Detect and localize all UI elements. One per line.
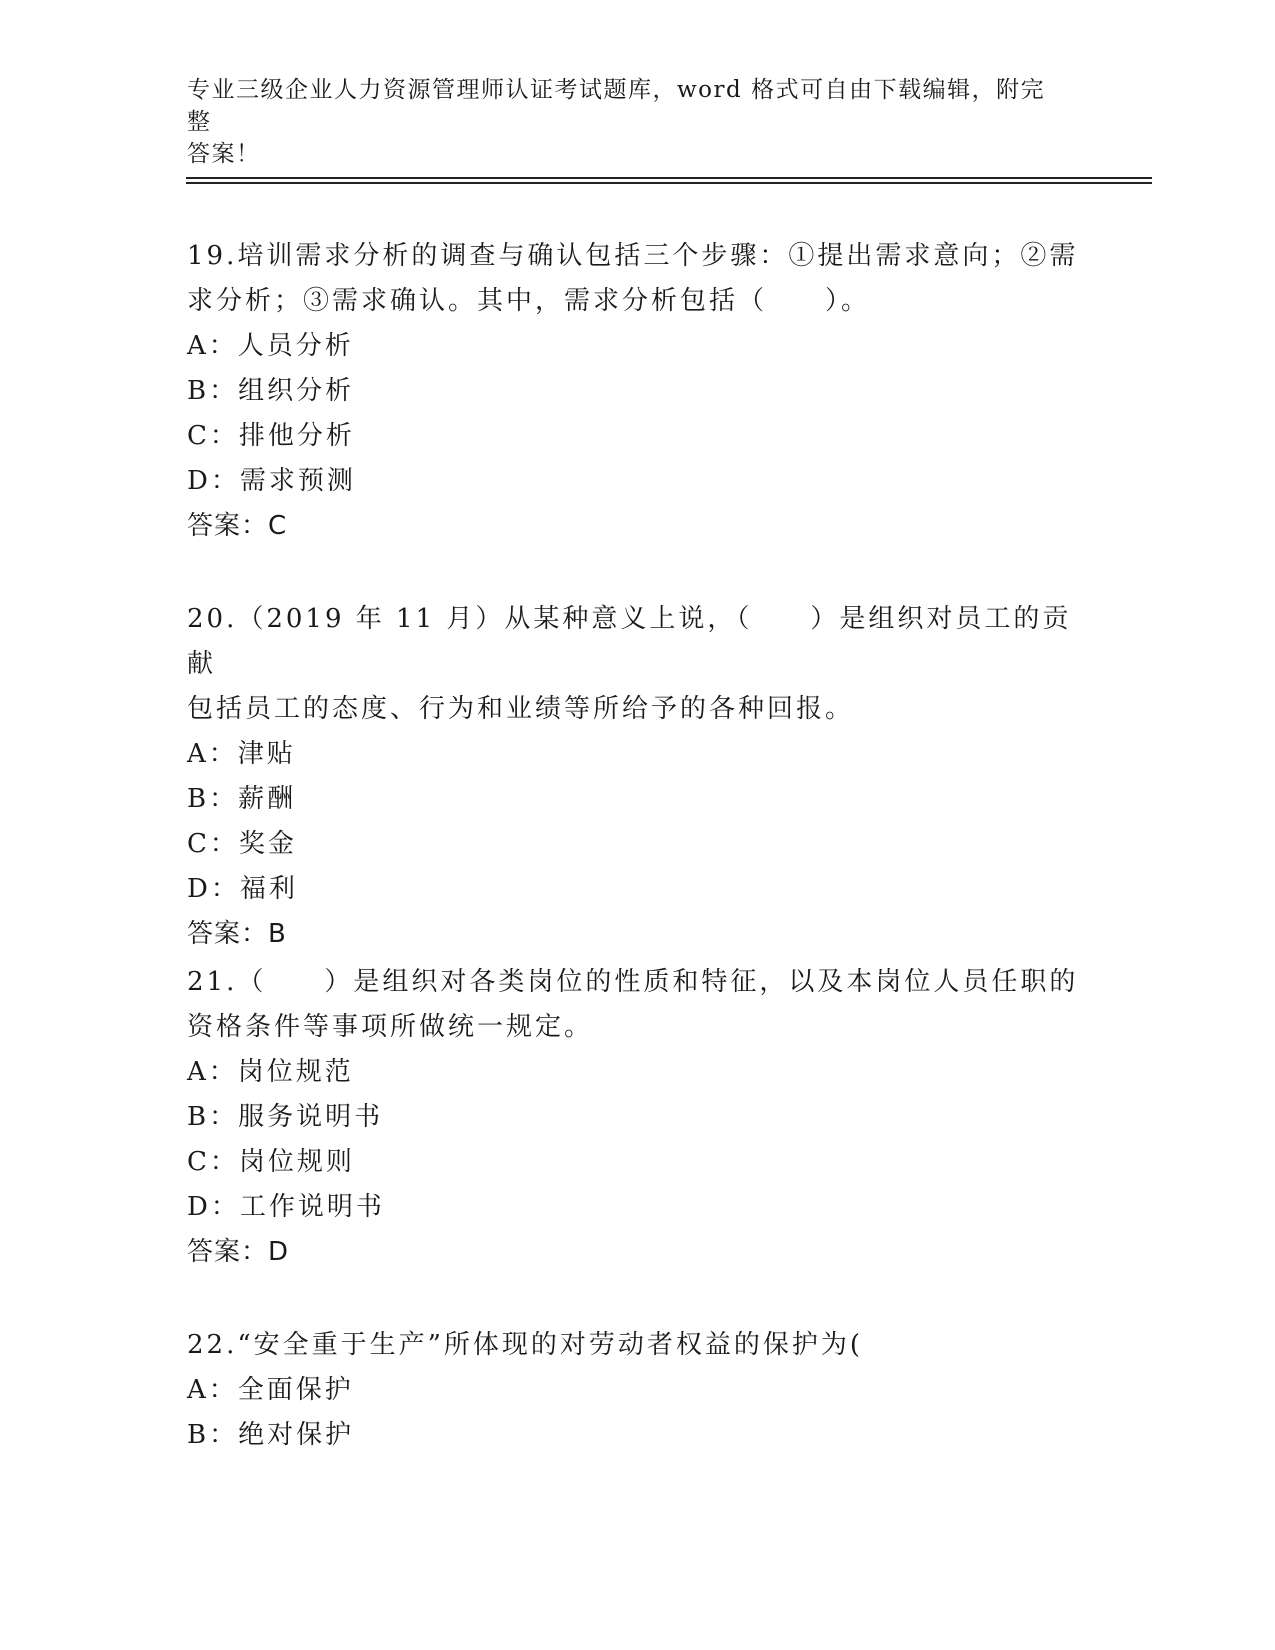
- question-22: [187, 1323, 1087, 1458]
- option-c: C：岗位规则: [187, 1147, 355, 1177]
- option-c: C：排他分析: [187, 421, 355, 451]
- option-b: B：绝对保护: [187, 1420, 355, 1450]
- answer: 答案：C: [187, 511, 288, 541]
- option-a: A：岗位规范: [187, 1057, 354, 1087]
- option-d: D：需求预测: [187, 466, 356, 496]
- header-rule-top: [186, 177, 1152, 179]
- answer: 答案：D: [187, 1237, 290, 1267]
- option-c: C：奖金: [187, 829, 297, 859]
- question-20: [187, 597, 1087, 957]
- question-stem-line: 20.（2019 年 11 月）从某种意义上说，（ ）是组织对员工的贡献: [187, 604, 1072, 679]
- option-b: B：薪酬: [187, 784, 297, 814]
- answer: 答案：B: [187, 919, 287, 949]
- question-stem-line: 21.（ ）是组织对各类岗位的性质和特征，以及本岗位人员任职的: [187, 967, 1079, 997]
- option-a: A：人员分析: [187, 331, 354, 361]
- option-d: D：工作说明书: [187, 1192, 385, 1222]
- question-stem-line: 求分析；③需求确认。其中，需求分析包括（ ）。: [187, 286, 871, 316]
- document-header: [187, 74, 1067, 170]
- question-21: [187, 960, 1087, 1275]
- question-stem-line: 22.“安全重于生产”所体现的对劳动者权益的保护为(: [187, 1330, 864, 1360]
- question-stem-line: 包括员工的态度、行为和业绩等所给予的各种回报。: [187, 694, 855, 724]
- option-b: B：组织分析: [187, 376, 355, 406]
- option-b: B：服务说明书: [187, 1102, 384, 1132]
- header-line-2: 答案！: [187, 141, 261, 167]
- option-d: D：福利: [187, 874, 298, 904]
- question-stem-line: 19.培训需求分析的调查与确认包括三个步骤：①提出需求意向；②需: [187, 241, 1079, 271]
- header-line-1: 专业三级企业人力资源管理师认证考试题库，word 格式可自由下载编辑，附完整: [187, 77, 1046, 135]
- option-a: A：全面保护: [187, 1375, 354, 1405]
- header-rule-bottom: [186, 182, 1152, 184]
- question-stem-line: 资格条件等事项所做统一规定。: [187, 1012, 594, 1042]
- option-a: A：津贴: [187, 739, 296, 769]
- question-19: [187, 234, 1087, 549]
